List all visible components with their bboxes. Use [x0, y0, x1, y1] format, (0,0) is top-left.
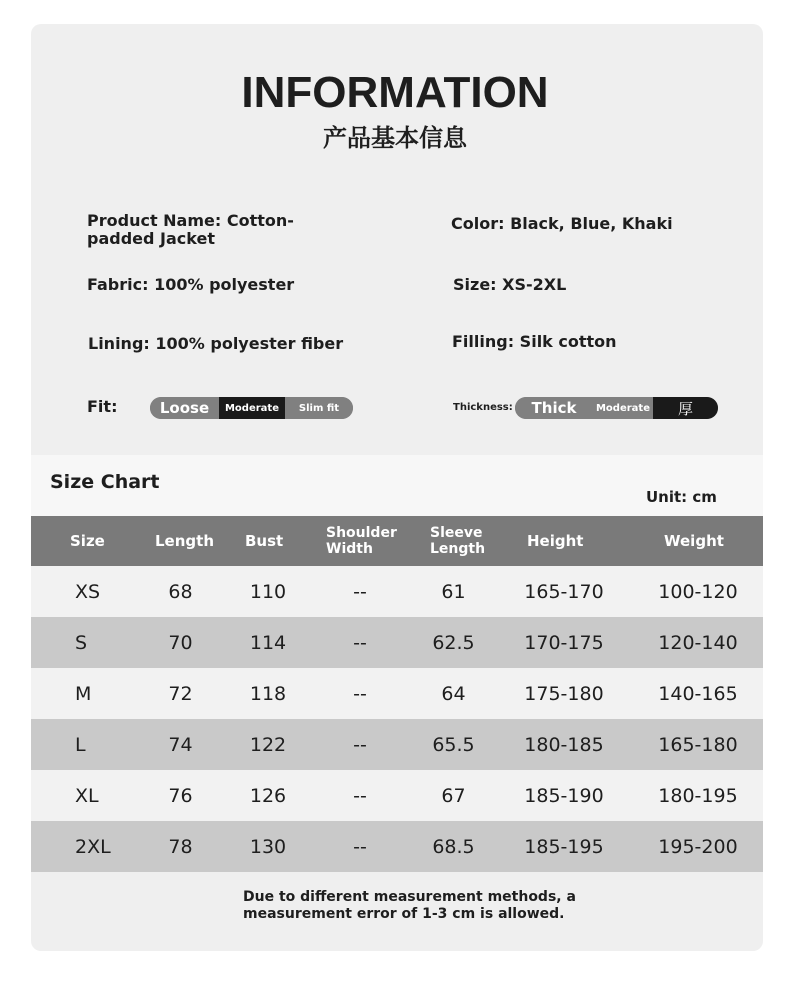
thickness-option-thick-cn: 厚 [653, 397, 718, 419]
cell-weight: 100-120 [633, 566, 763, 617]
unit-label: Unit: cm [646, 488, 717, 506]
cell-weight: 120-140 [633, 617, 763, 668]
header-sleeve-length: Sleeve Length [412, 516, 495, 566]
cell-sleeve-length: 64 [412, 668, 495, 719]
cell-weight: 180-195 [633, 770, 763, 821]
measurement-note: Due to different measurement methods, a measurement error of 1-3 cm is allowed. [243, 889, 576, 922]
cell-weight: 195-200 [633, 821, 763, 872]
cell-length: 70 [133, 617, 228, 668]
table-row [31, 770, 763, 821]
cell-size: M [31, 668, 133, 719]
cell-shoulder-width: -- [308, 617, 412, 668]
cell-shoulder-width: -- [308, 821, 412, 872]
table-row [31, 566, 763, 617]
cell-height: 170-175 [495, 617, 633, 668]
thickness-option-moderate: Moderate [593, 397, 653, 419]
page-title: INFORMATION [241, 68, 549, 117]
table-row [31, 617, 763, 668]
cell-height: 180-185 [495, 719, 633, 770]
cell-length: 68 [133, 566, 228, 617]
header-shoulder-width: Shoulder Width [308, 516, 412, 566]
size-table [31, 516, 763, 872]
cell-bust: 114 [228, 617, 308, 668]
cell-sleeve-length: 68.5 [412, 821, 495, 872]
fit-label: Fit: [87, 397, 118, 416]
page-subtitle: 产品基本信息 [323, 124, 467, 152]
cell-length: 78 [133, 821, 228, 872]
fabric-info: Fabric: 100% polyester [87, 275, 295, 294]
cell-length: 76 [133, 770, 228, 821]
cell-shoulder-width: -- [308, 770, 412, 821]
cell-shoulder-width: -- [308, 668, 412, 719]
cell-height: 185-190 [495, 770, 633, 821]
cell-weight: 140-165 [633, 668, 763, 719]
size-chart-title: Size Chart [50, 471, 160, 493]
cell-shoulder-width: -- [308, 719, 412, 770]
table-row [31, 719, 763, 770]
cell-length: 72 [133, 668, 228, 719]
fit-option-moderate: Moderate [219, 397, 285, 419]
cell-sleeve-length: 62.5 [412, 617, 495, 668]
cell-bust: 122 [228, 719, 308, 770]
lining-info: Lining: 100% polyester fiber [88, 334, 344, 353]
fit-option-slim: Slim fit [285, 397, 353, 419]
cell-size: 2XL [31, 821, 133, 872]
cell-size: XL [31, 770, 133, 821]
cell-weight: 165-180 [633, 719, 763, 770]
color-info: Color: Black, Blue, Khaki [451, 214, 673, 233]
table-row [31, 668, 763, 719]
cell-size: L [31, 719, 133, 770]
product-name: Product Name: Cotton-padded Jacket [87, 211, 294, 248]
header-bust: Bust [228, 516, 308, 566]
size-info: Size: XS-2XL [453, 275, 567, 294]
cell-sleeve-length: 61 [412, 566, 495, 617]
filling-info: Filling: Silk cotton [452, 332, 617, 351]
cell-height: 175-180 [495, 668, 633, 719]
thickness-option-thick: Thick [515, 397, 593, 419]
cell-size: S [31, 617, 133, 668]
header-weight: Weight [633, 516, 763, 566]
table-row [31, 821, 763, 872]
cell-length: 74 [133, 719, 228, 770]
thickness-label: Thickness: [453, 402, 513, 413]
header-height: Height [495, 516, 633, 566]
cell-bust: 110 [228, 566, 308, 617]
thickness-scale [515, 397, 718, 419]
fit-option-loose: Loose [150, 397, 219, 419]
cell-sleeve-length: 65.5 [412, 719, 495, 770]
cell-bust: 118 [228, 668, 308, 719]
table-header-row [31, 516, 763, 566]
cell-bust: 126 [228, 770, 308, 821]
cell-height: 165-170 [495, 566, 633, 617]
cell-size: XS [31, 566, 133, 617]
cell-shoulder-width: -- [308, 566, 412, 617]
cell-bust: 130 [228, 821, 308, 872]
fit-scale [150, 397, 353, 419]
cell-height: 185-195 [495, 821, 633, 872]
header-length: Length [133, 516, 228, 566]
cell-sleeve-length: 67 [412, 770, 495, 821]
header-size: Size [31, 516, 133, 566]
